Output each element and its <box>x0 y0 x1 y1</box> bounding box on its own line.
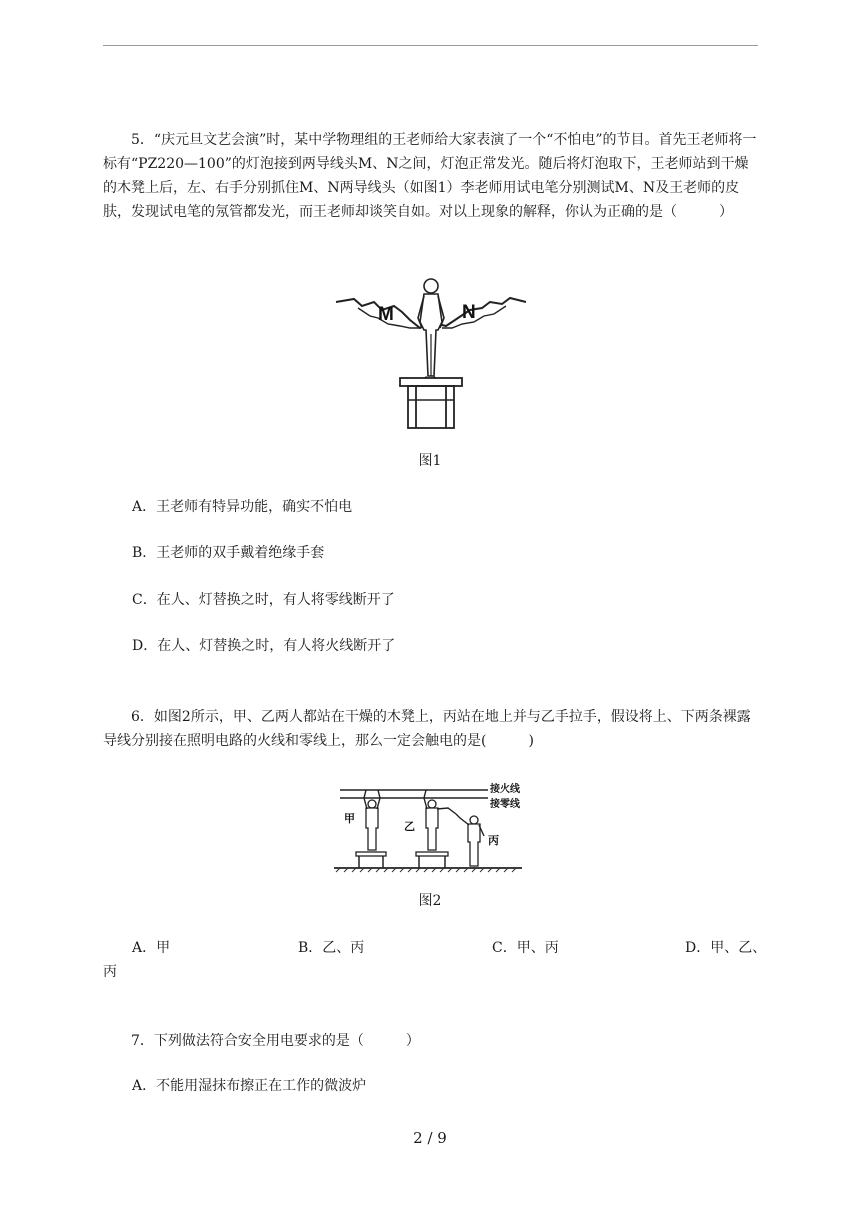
figure-2-three-people-wires <box>330 778 530 876</box>
header-rule <box>103 45 758 46</box>
question-5-option-d: D．在人、灯替换之时，有人将火线断开了 <box>132 638 396 654</box>
question-7-text: 7．下列做法符合安全用电要求的是（ ） <box>131 1033 420 1049</box>
figure-2-label-zero: 接零线 <box>490 799 520 810</box>
figure-2-label-bing: 丙 <box>488 834 499 847</box>
figure-2-label-fire: 接火线 <box>490 784 520 795</box>
figure-1-label-m: M <box>378 304 394 325</box>
question-6-option-d-wrap: 丙 <box>103 964 117 980</box>
question-6-option-b: B．乙、丙 <box>298 940 365 956</box>
figure-2-label-jia: 甲 <box>344 812 355 825</box>
figure-2-caption: 图2 <box>418 893 442 909</box>
figure-1-caption: 图1 <box>418 453 442 469</box>
question-7-option-a: A．不能用湿抹布擦正在工作的微波炉 <box>132 1078 367 1094</box>
figure-1-label-n: N <box>462 302 476 323</box>
figure-1-person-on-stool <box>334 272 528 432</box>
question-5-option-c: C．在人、灯替换之时，有人将零线断开了 <box>132 592 395 608</box>
question-6-option-c: C．甲、丙 <box>492 940 559 956</box>
question-6-text: 6．如图2所示，甲、乙两人都站在干燥的木凳上，丙站在地上并与乙手拉手，假设将上、下两条裸露导线分别接在照明电路的火线和零线上，那么一定会触电的是( ) <box>103 709 751 749</box>
page-number: 2 / 9 <box>413 1129 447 1147</box>
question-5-option-b: B．王老师的双手戴着绝缘手套 <box>132 545 325 561</box>
figure-2-label-yi: 乙 <box>404 820 415 833</box>
question-5-text: 5．“庆元旦文艺会演”时，某中学物理组的王老师给大家表演了一个“不怕电”的节目。首先王老师将一标有“PZ220—100”的灯泡接到两导线头M、N之间，灯泡正常发光。随后将灯泡取下，王老师站到干燥的木凳上后，左、右手分别抓住M、N两导线头（如图1）李老师用试电笔分别测试M、N及王老师的皮肤，发现试电笔的氖管都发光，而王老师却谈笑自如。对以上现象的解释，你认为正确的是（ ） <box>103 132 757 220</box>
question-6-option-d: D．甲、乙、 <box>685 940 767 956</box>
question-6-option-a: A．甲 <box>132 940 171 956</box>
question-5-option-a: A．王老师有特异功能，确实不怕电 <box>132 499 353 515</box>
